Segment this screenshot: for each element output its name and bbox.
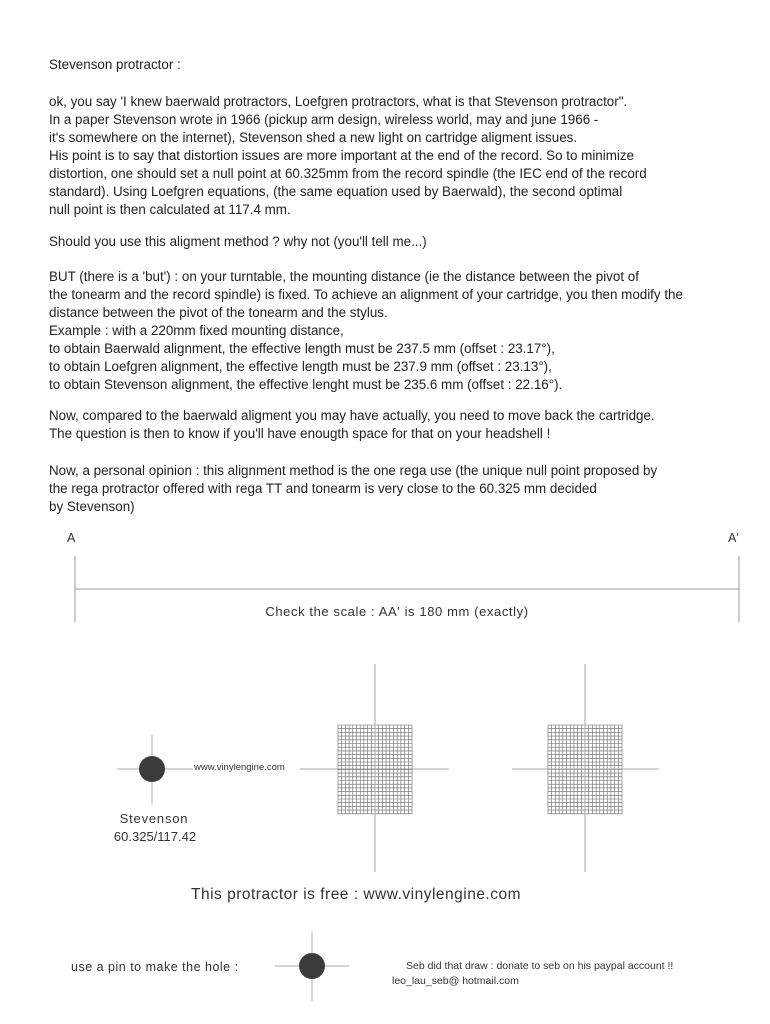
text-line: the tonearm and the record spindle) is fixed. To achieve an alignment of your cartridge, you then modify the <box>49 287 683 302</box>
text-line: His point is to say that distortion issues are more important at the end of the record. So to minimize <box>49 148 634 163</box>
scale-label-a: A <box>67 531 76 545</box>
text-line: to obtain Stevenson alignment, the effective lenght must be 235.6 mm (offset : 22.16°). <box>49 377 563 392</box>
text-line: distance between the pivot of the tonearm and the stylus. <box>49 305 388 320</box>
protractor-name: Stevenson <box>119 811 189 826</box>
text-line: In a paper Stevenson wrote in 1966 (pickup arm design, wireless world, may and june 1966 - <box>49 112 599 127</box>
text-line: distortion, one should set a null point at 60.325mm from the record spindle (the IEC end of the record <box>49 166 647 181</box>
watermark-text: www.vinylengine.com <box>194 762 285 773</box>
credit-line-1: Seb did that draw : donate to seb on his paypal account !! <box>406 960 674 972</box>
spindle-hole <box>139 756 165 782</box>
text-line: BUT (there is a 'but') : on your turntable, the mounting distance (ie the distance between the pivot of <box>49 269 639 284</box>
pin-instruction: use a pin to make the hole : <box>71 960 239 974</box>
text-line: to obtain Baerwald alignment, the effective length must be 237.5 mm (offset : 23.17°), <box>49 341 555 356</box>
credit-line-2: leo_lau_seb@ hotmail.com <box>392 975 519 987</box>
pin-hole <box>299 953 325 979</box>
text-line: to obtain Loefgren alignment, the effective length must be 237.9 mm (offset : 23.13°), <box>49 359 552 374</box>
text-line: null point is then calculated at 117.4 mm. <box>49 202 291 217</box>
text-line: ok, you say 'I knew baerwald protractors, Loefgren protractors, what is that Stevenson protractor". <box>49 94 628 109</box>
text-line: standard). Using Loefgren equations, (the same equation used by Baerwald), the second optimal <box>49 184 623 199</box>
page-title: Stevenson protractor : <box>49 57 181 72</box>
text-line: Now, compared to the baerwald aligment you may have actually, you need to move back the cartridge. <box>49 408 655 423</box>
text-line: Should you use this aligment method ? why not (you'll tell me...) <box>49 234 427 249</box>
scale-label-a-prime: A' <box>728 531 739 545</box>
text-line: The question is then to know if you'll have enougth space for that on your headshell ! <box>49 426 551 441</box>
text-line: by Stevenson) <box>49 499 135 514</box>
free-notice: This protractor is free : www.vinylengine.com <box>191 886 522 903</box>
protractor-null-points: 60.325/117.42 <box>113 829 197 844</box>
text-line: it's somewhere on the internet), Stevenson shed a new light on cartridge aligment issues. <box>49 130 578 145</box>
text-line: Example : with a 220mm fixed mounting distance, <box>49 323 344 338</box>
text-line: Now, a personal opinion : this alignment method is the one rega use (the unique null point proposed by <box>49 463 658 478</box>
text-line: the rega protractor offered with rega TT and tonearm is very close to the 60.325 mm decided <box>49 481 597 496</box>
scale-caption: Check the scale : AA' is 180 mm (exactly) <box>265 604 529 619</box>
